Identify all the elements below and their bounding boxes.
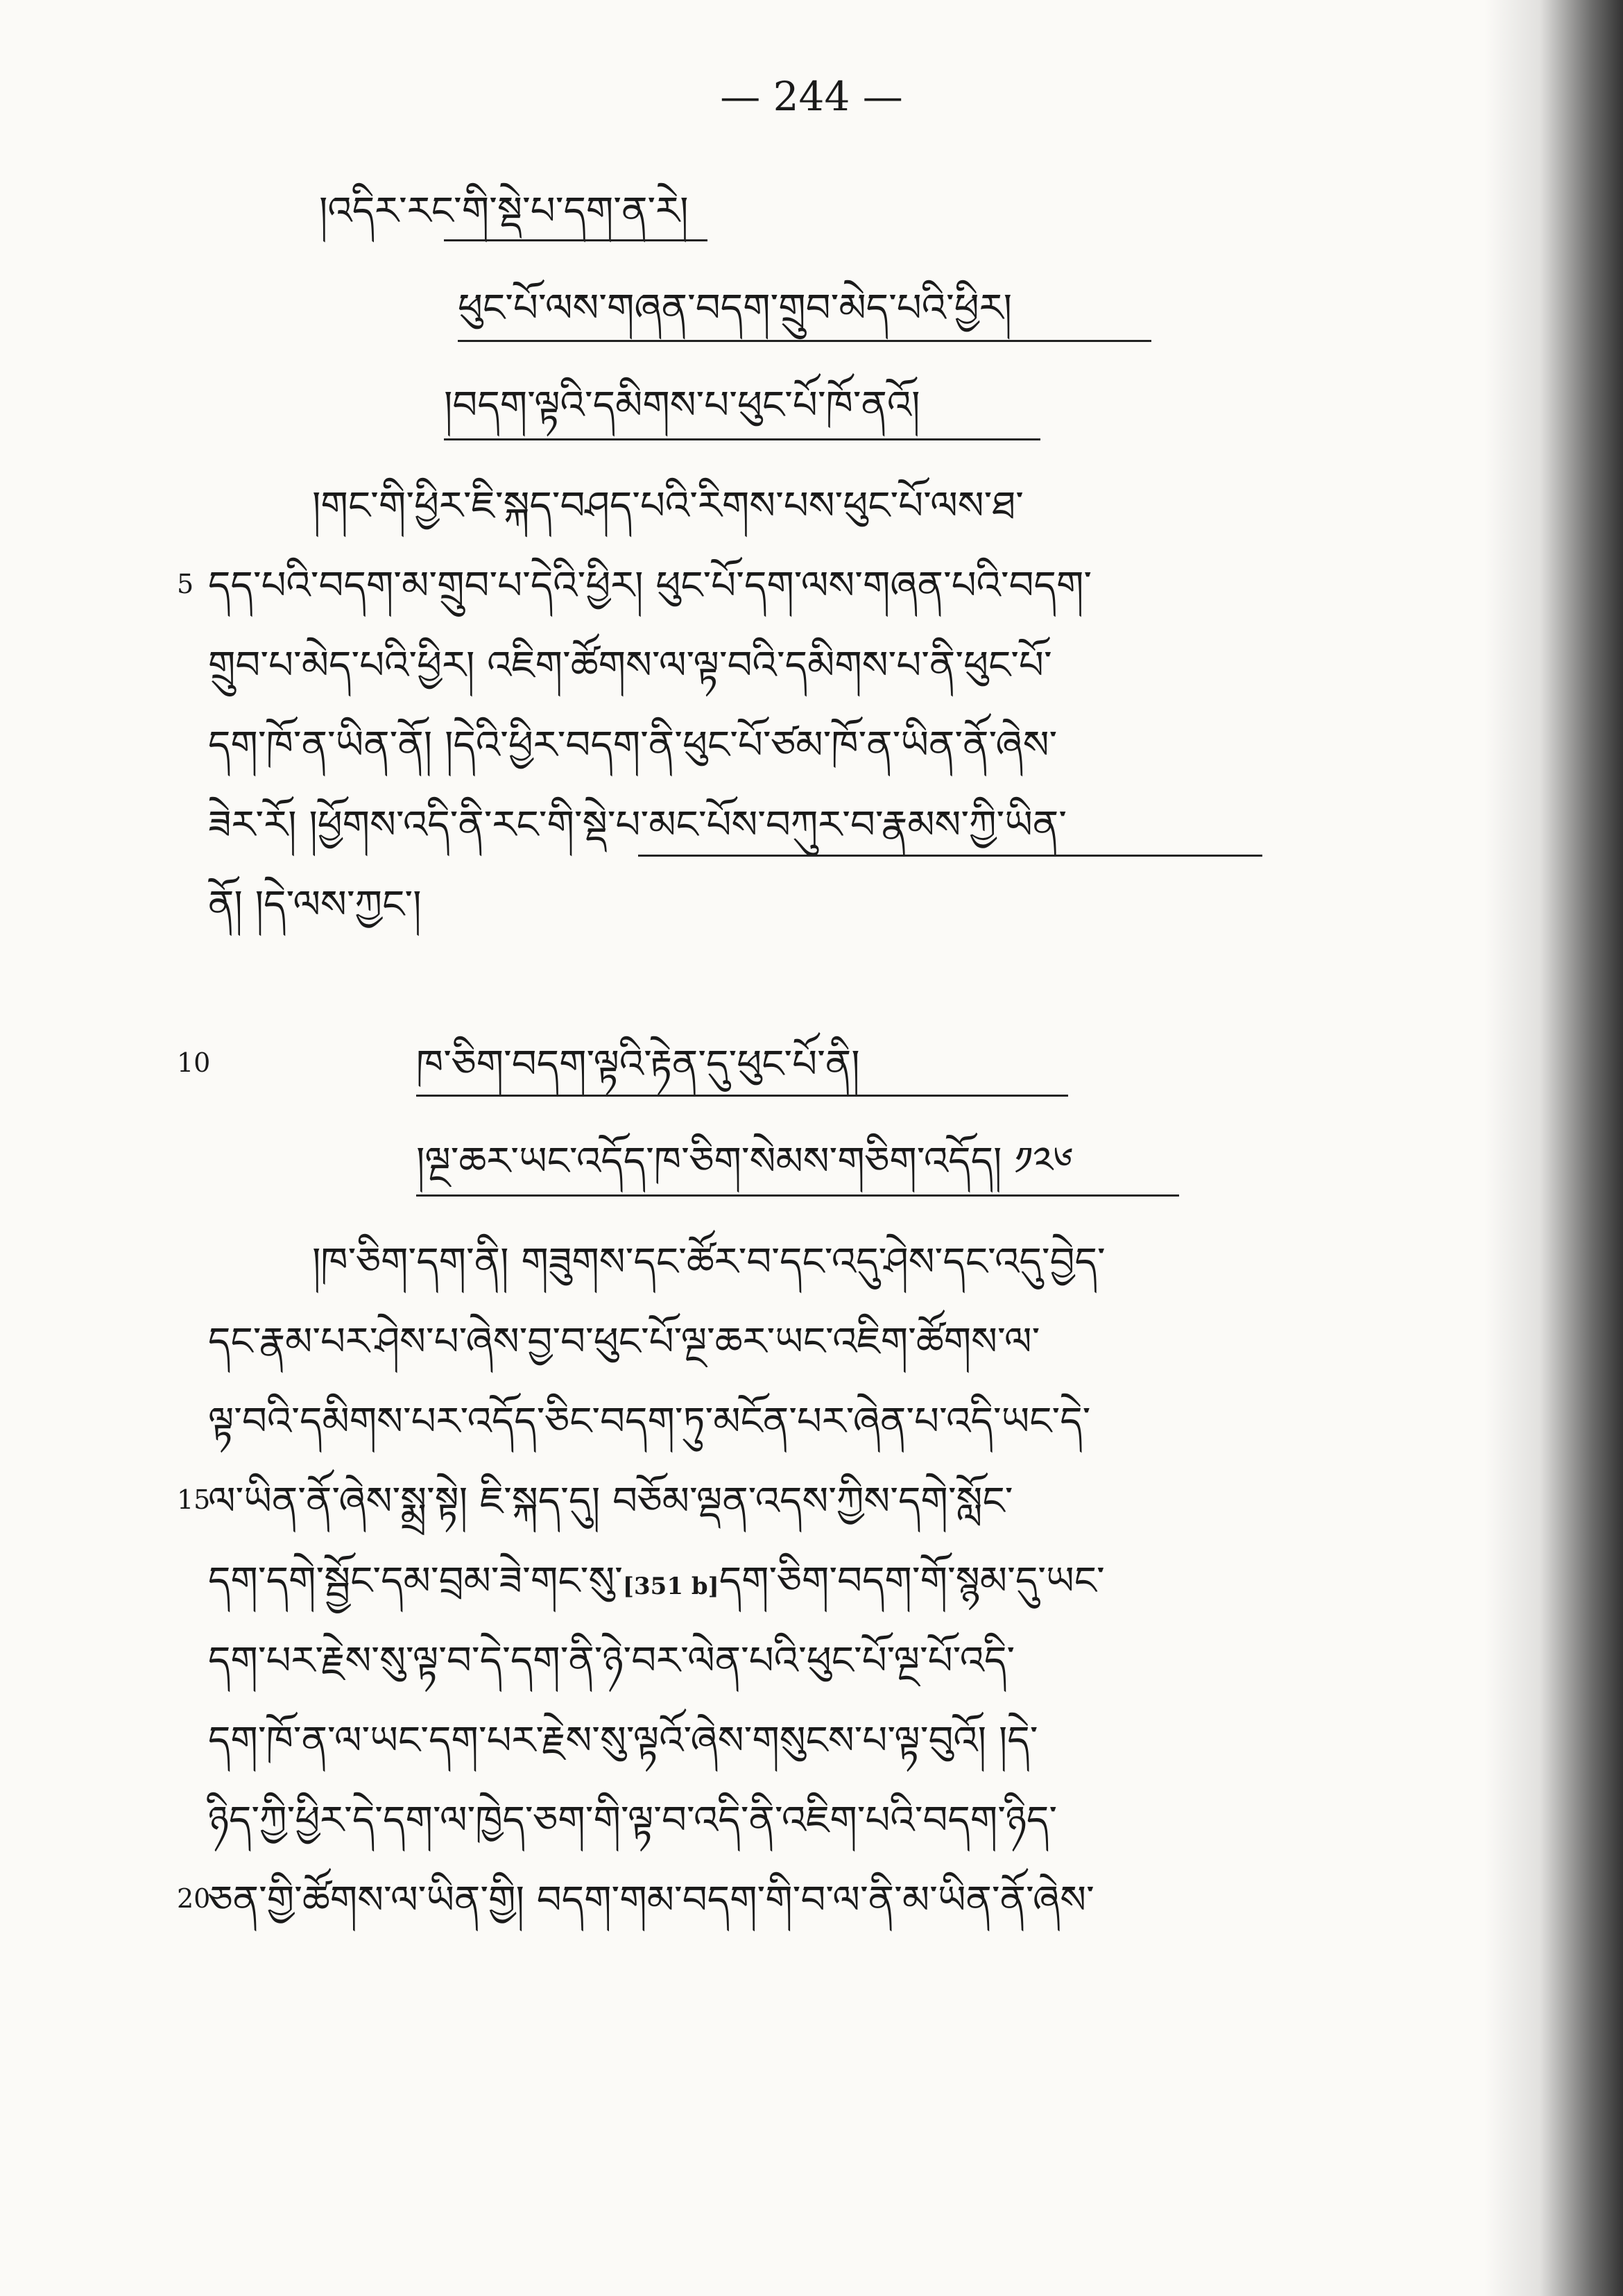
verse-number: ༡༢༦: [1014, 1139, 1074, 1184]
line-number-20: 20: [177, 1883, 211, 1914]
line-number-10: 10: [177, 1047, 211, 1078]
prose2-line-16: [208, 1554, 1105, 1614]
prose-line-9: ནོ། །དེ་ལས་ཀྱང་།: [208, 882, 422, 927]
prose2-line-12: །ཁ་ཅིག་དག་ནི། གཟུགས་དང་ཚོར་བ་དང་འདུ་ཤེས་དང་འདུ་བྱེད་: [312, 1240, 1106, 1285]
underline: [444, 239, 707, 241]
prose2-line-15: ལ་ཡིན་ནོ་ཞེས་སྨྲ་སྟེ། ཇི་སྐད་དུ། བཅོམ་ལྡན་འདས་ཀྱིས་དགེ་སློང་: [208, 1479, 1013, 1524]
prose-line-7: དག་ཁོ་ན་ཡིན་ནོ། །དེའི་ཕྱིར་བདག་ནི་ཕུང་པོ་ཙམ་ཁོ་ན་ཡིན་ནོ་ཞེས་: [208, 723, 1058, 768]
verse2-line-1: ཁ་ཅིག་བདག་ལྟའི་རྟེན་དུ་ཕུང་པོ་ནི།: [416, 1042, 860, 1087]
verse-line-1: །འདིར་རང་གི་སྡེ་པ་དག་ན་རེ།: [319, 189, 689, 234]
page-number: — 244 —: [720, 73, 903, 120]
prose-line-5: དད་པའི་བདག་མ་གྲུབ་པ་དེའི་ཕྱིར། ཕུང་པོ་དག་ལས་གཞན་པའི་བདག་: [208, 563, 1092, 608]
prose2-line-17: དག་པར་རྗེས་སུ་ལྟ་བ་དེ་དག་ནི་ཉེ་བར་ལེན་པའི་ཕུང་པོ་ལྔ་པོ་འདི་: [208, 1638, 1015, 1684]
verse2-line-2: [416, 1134, 1073, 1190]
prose-line-8: ཟེར་རོ། །ཕྱོགས་འདི་ནི་རང་གི་སྡེ་པ་མང་པོས་བཀུར་བ་རྣམས་ཀྱི་ཡིན་: [208, 803, 1067, 848]
line-number-5: 5: [177, 569, 194, 599]
binding-shadow: [1484, 0, 1623, 2296]
verse-line-2: ཕུང་པོ་ལས་གཞན་བདག་གྲུབ་མེད་པའི་ཕྱིར།: [458, 286, 1013, 331]
prose2-line-14: ལྟ་བའི་དམིགས་པར་འདོད་ཅིང་བདག་ཏུ་མངོན་པར་ཞེན་པ་འདི་ཡང་དེ་: [208, 1399, 1091, 1444]
prose2-line-18: དག་ཁོ་ན་ལ་ཡང་དག་པར་རྗེས་སུ་ལྟའོ་ཞེས་གསུངས་པ་ལྟ་བུའོ། །དེ་: [208, 1718, 1038, 1763]
folio-reference: [351 b]: [622, 1573, 719, 1600]
verse-line-3: །བདག་ལྟའི་དམིགས་པ་ཕུང་པོ་ཁོ་ནའོ།: [444, 383, 920, 428]
prose2-line-13: དང་རྣམ་པར་ཤེས་པ་ཞེས་བྱ་བ་ཕུང་པོ་ལྔ་ཆར་ཡང་འཇིག་ཚོགས་ལ་: [208, 1319, 1040, 1364]
prose2-line-16-head: དག་དགེ་སྦྱོང་དམ་བྲམ་ཟེ་གང་སུ་: [208, 1559, 623, 1604]
prose-line-4: །གང་གི་ཕྱིར་ཇི་སྐད་བཤད་པའི་རིགས་པས་ཕུང་པོ་ལས་ཐ་: [312, 483, 1024, 529]
underline: [444, 438, 1040, 440]
line-number-15: 15: [177, 1484, 211, 1515]
underline: [458, 340, 1151, 342]
prose-line-6: གྲུབ་པ་མེད་པའི་ཕྱིར། འཇིག་ཚོགས་ལ་ལྟ་བའི་དམིགས་པ་ནི་ཕུང་པོ་: [208, 643, 1052, 688]
underline: [416, 1194, 1179, 1197]
underline: [638, 855, 1262, 857]
prose2-line-16-tail: དག་ཅིག་བདག་གོ་སྙམ་དུ་ཡང་: [719, 1559, 1105, 1604]
underline: [416, 1095, 1068, 1097]
verse2-line-2-text: །ལྔ་ཆར་ཡང་འདོད་ཁ་ཅིག་སེམས་གཅིག་འདོད།: [416, 1139, 1002, 1184]
prose2-line-19: ཉིད་ཀྱི་ཕྱིར་དེ་དག་ལ་ཁྱེད་ཅག་གི་ལྟ་བ་འདི་ནི་འཇིག་པའི་བདག་ཉིད་: [208, 1798, 1058, 1843]
prose2-line-20: ཅན་གྱི་ཚོགས་ལ་ཡིན་གྱི། བདག་གམ་བདག་གི་བ་ལ་ནི་མ་ཡིན་ནོ་ཞེས་: [208, 1878, 1094, 1923]
